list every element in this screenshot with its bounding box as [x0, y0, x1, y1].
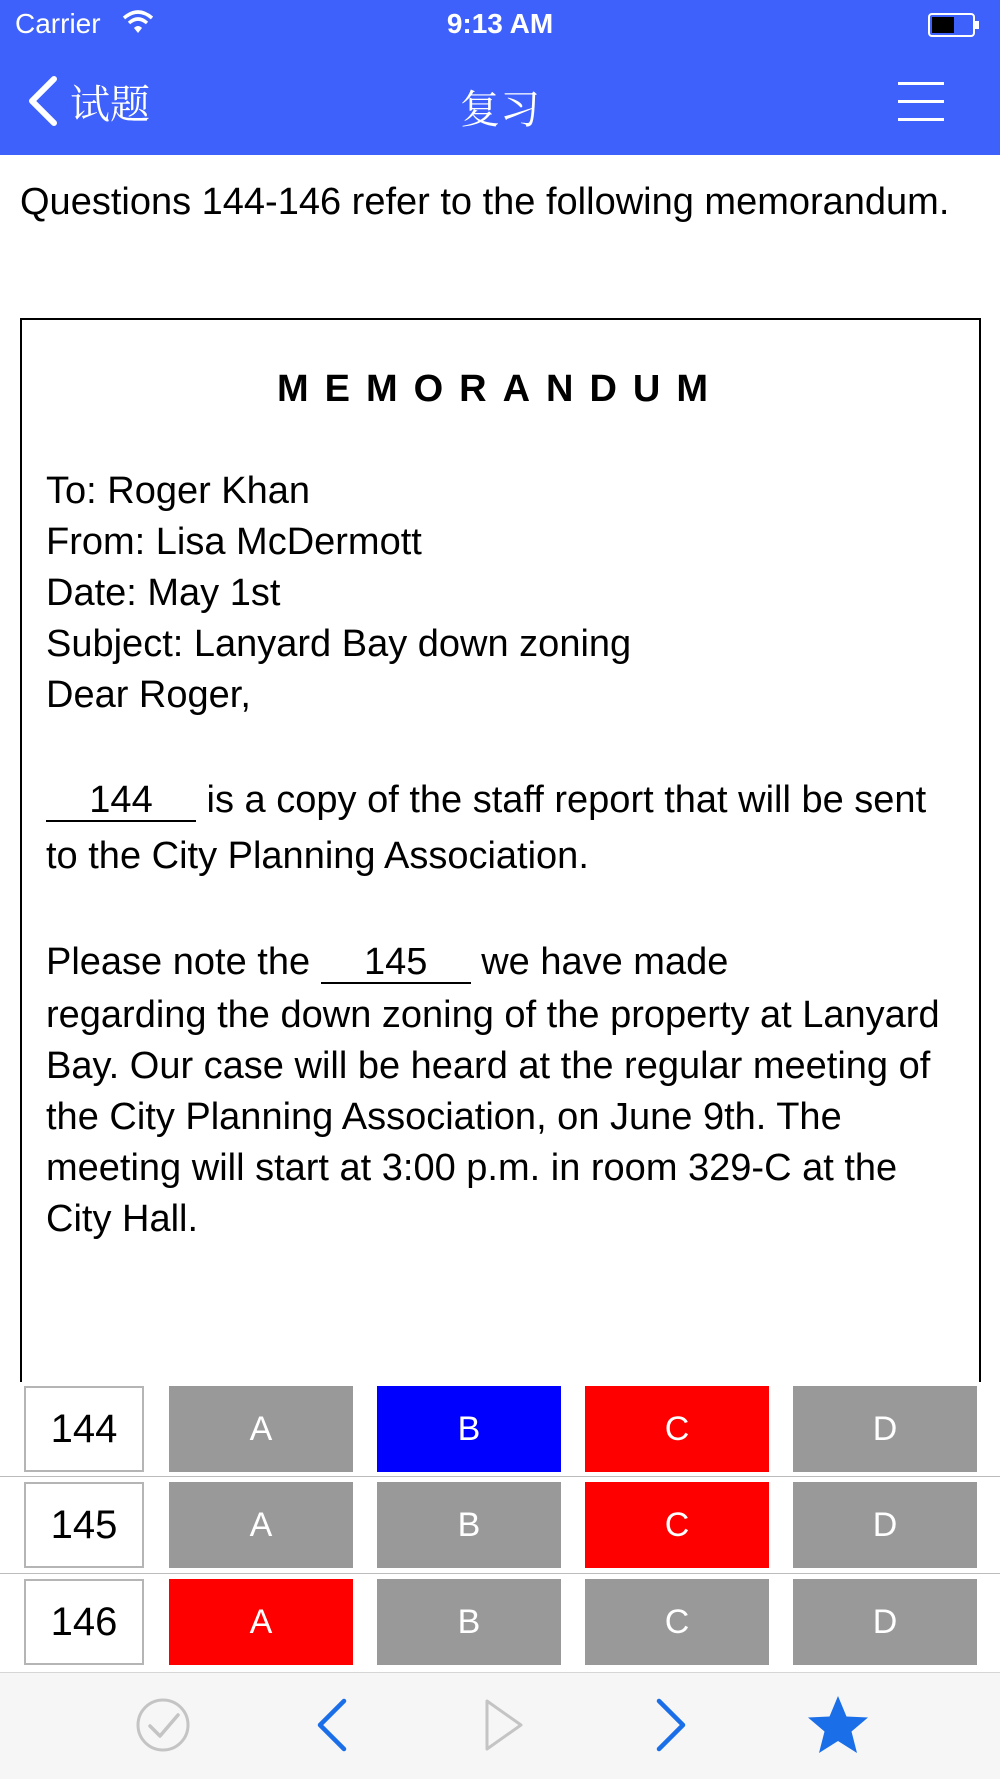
carrier-label: Carrier — [15, 8, 101, 39]
option-b-button[interactable]: B — [377, 1482, 561, 1568]
memo-title: MEMORANDUM — [276, 368, 725, 410]
page-title: 复习 — [460, 88, 540, 132]
answer-row-146 — [0, 1575, 1000, 1671]
status-bar — [0, 0, 1000, 50]
question-number: 144 — [24, 1386, 144, 1472]
menu-icon[interactable] — [898, 80, 944, 122]
answer-grid — [0, 1382, 1000, 1672]
memo-greeting: Dear Roger, — [46, 674, 251, 716]
answer-row-144 — [0, 1382, 1000, 1478]
blank-145: 145 — [321, 942, 471, 984]
option-a-button[interactable]: A — [169, 1482, 353, 1568]
check-icon[interactable] — [133, 1695, 193, 1755]
paragraph-2-rest: regarding the down zoning of the property at Lanyard Bay. Our case will be heard at the regular meeting of the City Planning Association, on June 9th. The meeting will start at 3:00 p.m. in room 329-C at the City Hall. — [46, 994, 940, 1240]
back-label: 试题 — [70, 82, 150, 127]
navigation-bar — [0, 50, 1000, 155]
question-number: 145 — [24, 1482, 144, 1568]
memo-subject: Subject: Lanyard Bay down zoning — [46, 623, 632, 665]
question-content[interactable] — [0, 155, 1000, 1382]
option-c-button[interactable]: C — [585, 1579, 769, 1665]
bottom-toolbar — [0, 1672, 1000, 1779]
status-time: 9:13 AM — [446, 8, 554, 39]
option-d-button[interactable]: D — [793, 1482, 977, 1568]
question-number: 146 — [24, 1579, 144, 1665]
top-bar — [0, 0, 1000, 155]
memo-from: From: Lisa McDermott — [46, 521, 422, 563]
memo-header — [46, 466, 631, 670]
paragraph-2-start: Please note the — [46, 941, 321, 983]
battery-icon — [928, 13, 980, 37]
memo-paragraph-1 — [46, 772, 946, 884]
option-a-button[interactable]: A — [169, 1386, 353, 1472]
paragraph-2-mid: we have made — [470, 941, 729, 983]
option-d-button[interactable]: D — [793, 1579, 977, 1665]
option-d-button[interactable]: D — [793, 1386, 977, 1472]
option-a-button[interactable]: A — [169, 1579, 353, 1665]
option-b-button[interactable]: B — [377, 1386, 561, 1472]
row-divider — [0, 1573, 1000, 1574]
blank-144: 144 — [46, 780, 196, 822]
memo-to: To: Roger Khan — [46, 470, 311, 512]
option-c-button[interactable]: C — [585, 1386, 769, 1472]
play-icon[interactable] — [472, 1695, 532, 1755]
next-icon[interactable] — [641, 1695, 701, 1755]
row-divider — [0, 1476, 1000, 1477]
previous-icon[interactable] — [302, 1695, 362, 1755]
memo-box — [20, 318, 981, 1382]
memo-paragraph-2 — [46, 934, 946, 1245]
option-c-button[interactable]: C — [585, 1482, 769, 1568]
star-icon[interactable] — [806, 1693, 870, 1757]
memo-date: Date: May 1st — [46, 572, 281, 614]
paragraph-1-text: is a copy of the staff report that will be sent to the City Planning Association. — [46, 779, 927, 877]
option-b-button[interactable]: B — [377, 1579, 561, 1665]
question-intro: Questions 144-146 refer to the following memorandum. — [20, 181, 950, 223]
answer-row-145 — [0, 1478, 1000, 1574]
